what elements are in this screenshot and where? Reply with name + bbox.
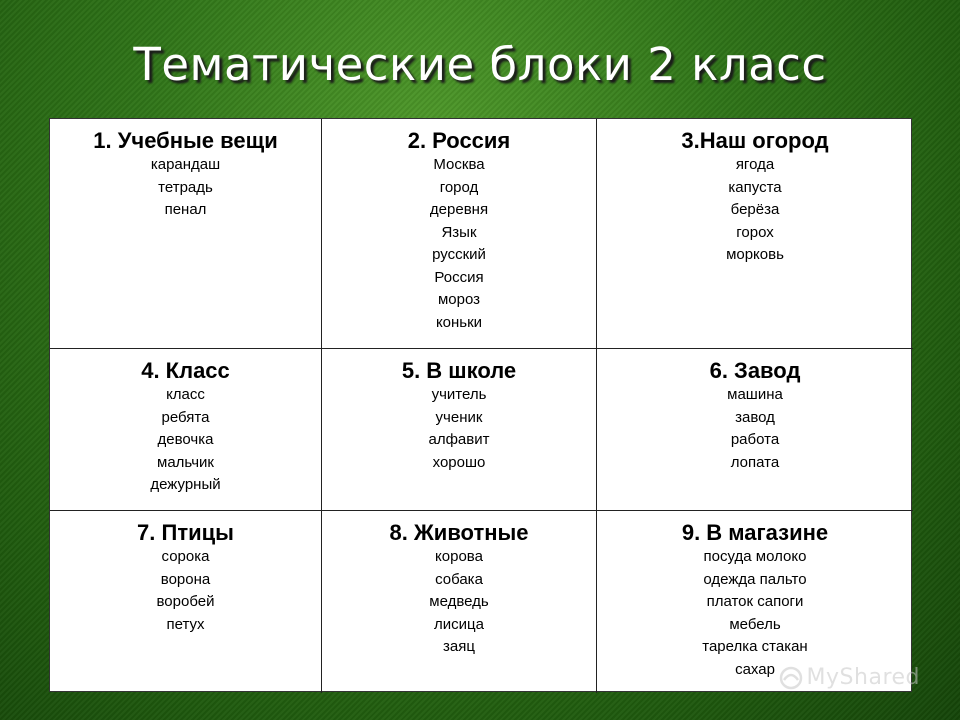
block-3 bbox=[597, 119, 913, 349]
word: петух bbox=[166, 615, 205, 633]
block-title: 2. Россия bbox=[407, 128, 511, 153]
word: девочка bbox=[157, 431, 214, 448]
block-6 bbox=[597, 349, 913, 511]
word: тетрадь bbox=[158, 178, 213, 196]
word-list bbox=[597, 384, 913, 474]
block-title: 6. Завод bbox=[709, 358, 801, 383]
word: мебель bbox=[729, 615, 781, 633]
block-5 bbox=[322, 349, 597, 511]
word: дежурный bbox=[150, 476, 221, 493]
block-title: 3.Наш огород bbox=[681, 128, 829, 153]
block-title: 7. Птицы bbox=[137, 520, 234, 545]
word: ягода bbox=[735, 156, 775, 173]
word: одежда пальто bbox=[703, 570, 807, 588]
word-list bbox=[50, 154, 321, 222]
word: алфавит bbox=[428, 431, 490, 448]
word: пенал bbox=[164, 201, 207, 218]
word: лопата bbox=[730, 453, 780, 471]
word: коньки bbox=[435, 313, 483, 331]
word: русский bbox=[432, 246, 486, 263]
word-list bbox=[50, 546, 321, 636]
word: заяц bbox=[443, 638, 475, 655]
word: Россия bbox=[434, 268, 484, 286]
word: лисица bbox=[434, 615, 484, 633]
block-8 bbox=[322, 511, 597, 693]
word: капуста bbox=[728, 178, 782, 196]
word: ворона bbox=[160, 570, 211, 588]
block-title: 1. Учебные вещи bbox=[93, 128, 278, 153]
word: медведь bbox=[429, 593, 489, 610]
word: тарелка стакан bbox=[702, 638, 808, 655]
block-2 bbox=[322, 119, 597, 349]
word: класс bbox=[166, 386, 205, 403]
block-title: 4. Класс bbox=[141, 358, 230, 383]
block-title: 5. В школе bbox=[401, 358, 517, 383]
word: сахар bbox=[735, 660, 775, 678]
word-list bbox=[322, 546, 596, 659]
word: деревня bbox=[429, 201, 489, 218]
word: платок сапоги bbox=[706, 593, 804, 610]
topic-blocks-table bbox=[49, 118, 912, 692]
word: завод bbox=[735, 408, 775, 426]
word-list bbox=[322, 154, 596, 334]
word: ученик bbox=[435, 408, 483, 426]
slide-title: Тематические блоки 2 класс bbox=[133, 38, 827, 91]
word-list bbox=[597, 546, 913, 681]
watermark-text: MyShared bbox=[806, 665, 920, 690]
word: сорока bbox=[161, 548, 210, 565]
word: воробей bbox=[156, 593, 215, 610]
watermark bbox=[779, 665, 920, 690]
word: корова bbox=[435, 548, 483, 565]
word: Язык bbox=[441, 223, 477, 241]
word: горох bbox=[736, 223, 774, 241]
word: мороз bbox=[437, 291, 481, 308]
word: карандаш bbox=[150, 156, 221, 173]
word: учитель bbox=[431, 386, 487, 403]
word: мальчик bbox=[157, 453, 214, 471]
word: морковь bbox=[726, 246, 784, 263]
word: работа bbox=[730, 431, 780, 448]
word-list bbox=[597, 154, 913, 267]
block-1 bbox=[50, 119, 322, 349]
word: машина bbox=[727, 386, 783, 403]
word: собака bbox=[435, 570, 483, 588]
block-7 bbox=[50, 511, 322, 693]
word: хорошо bbox=[432, 453, 486, 471]
word-list bbox=[322, 384, 596, 474]
block-title: 9. В магазине bbox=[681, 520, 829, 545]
word: город bbox=[439, 178, 479, 196]
word: берёза bbox=[730, 201, 780, 218]
block-title: 8. Животные bbox=[389, 520, 529, 545]
word-list bbox=[50, 384, 321, 497]
block-4 bbox=[50, 349, 322, 511]
word: ребята bbox=[161, 408, 210, 426]
word: посуда молоко bbox=[703, 548, 807, 565]
myshared-logo-icon bbox=[779, 666, 803, 690]
word: Москва bbox=[433, 156, 485, 173]
